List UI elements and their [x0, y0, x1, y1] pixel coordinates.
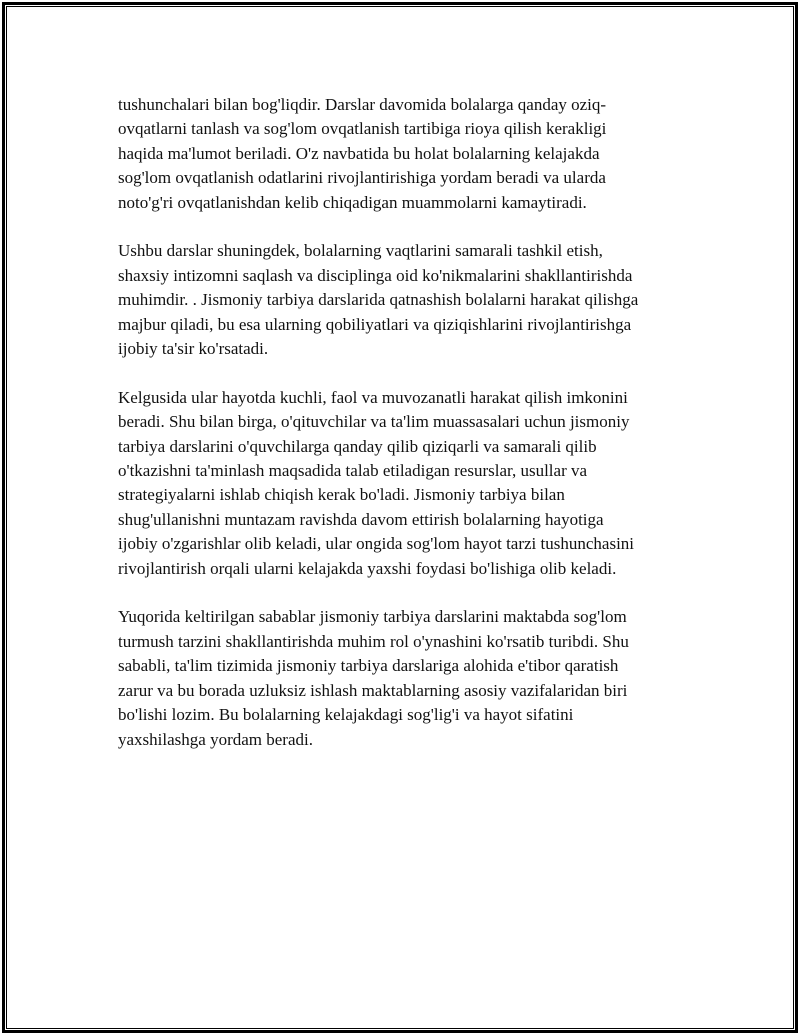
text-line: zarur va bu borada uzluksiz ishlash maktablarning asosiy vazifalaridan biri	[118, 680, 628, 700]
text-line: ijobiy ta'sir ko'rsatadi.	[118, 339, 269, 359]
text-line: turmush tarzini shakllantirishda muhim rol o'ynashini ko'rsatib turibdi. Shu	[118, 631, 629, 651]
text-line: noto'g'ri ovqatlanishdan kelib chiqadigan muammolarni kamaytiradi.	[118, 192, 587, 212]
paragraph-3	[118, 386, 678, 581]
text-line: Yuqorida keltirilgan sabablar jismoniy tarbiya darslarini maktabda sog'lom	[118, 607, 627, 627]
text-line: yaxshilashga yordam beradi.	[118, 729, 313, 749]
text-line: shug'ullanishni muntazam ravishda davom ettirish bolalarning hayotiga	[118, 509, 604, 529]
paragraph-1	[118, 93, 678, 215]
text-line: shaxsiy intizomni saqlash va disciplinga oid ko'nikmalarini shakllantirishda	[118, 265, 633, 285]
text-line: majbur qiladi, bu esa ularning qobiliyatlari va qiziqishlarini rivojlantirishga	[118, 314, 632, 334]
text-line: bo'lishi lozim. Bu bolalarning kelajakdagi sog'lig'i va hayot sifatini	[118, 705, 574, 725]
text-line: ijobiy o'zgarishlar olib keladi, ular ongida sog'lom hayot tarzi tushunchasini	[118, 534, 635, 554]
text-line: Kelgusida ular hayotda kuchli, faol va muvozanatli harakat qilish imkonini	[118, 387, 628, 407]
document-body	[118, 93, 678, 776]
text-line: strategiyalarni ishlab chiqish kerak bo'ladi. Jismoniy tarbiya bilan	[118, 485, 565, 505]
text-line: Ushbu darslar shuningdek, bolalarning vaqtlarini samarali tashkil etish,	[118, 241, 603, 261]
paragraph-4	[118, 605, 678, 751]
text-line: sababli, ta'lim tizimida jismoniy tarbiya darslariga alohida e'tibor qaratish	[118, 656, 619, 676]
text-line: o'tkazishni ta'minlash maqsadida talab etiladigan resurslar, usullar va	[118, 461, 588, 481]
text-line: ovqatlarni tanlash va sog'lom ovqatlanish tartibiga rioya qilish kerakligi	[118, 119, 607, 139]
paragraph-2	[118, 239, 678, 361]
text-line: haqida ma'lumot beriladi. O'z navbatida bu holat bolalarning kelajakda	[118, 143, 600, 163]
text-line: rivojlantirish orqali ularni kelajakda yaxshi foydasi bo'lishiga olib keladi.	[118, 558, 617, 578]
text-line: tushunchalari bilan bog'liqdir. Darslar davomida bolalarga qanday oziq-	[118, 95, 607, 114]
text-line: beradi. Shu bilan birga, o'qituvchilar va ta'lim muassasalari uchun jismoniy	[118, 412, 630, 432]
text-line: tarbiya darslarini o'quvchilarga qanday qilib qiziqarli va samarali qilib	[118, 436, 597, 456]
text-line: sog'lom ovqatlanish odatlarini rivojlantirishiga yordam beradi va ularda	[118, 168, 606, 188]
text-line: muhimdir. . Jismoniy tarbiya darslarida qatnashish bolalarni harakat qilishga	[118, 290, 639, 310]
